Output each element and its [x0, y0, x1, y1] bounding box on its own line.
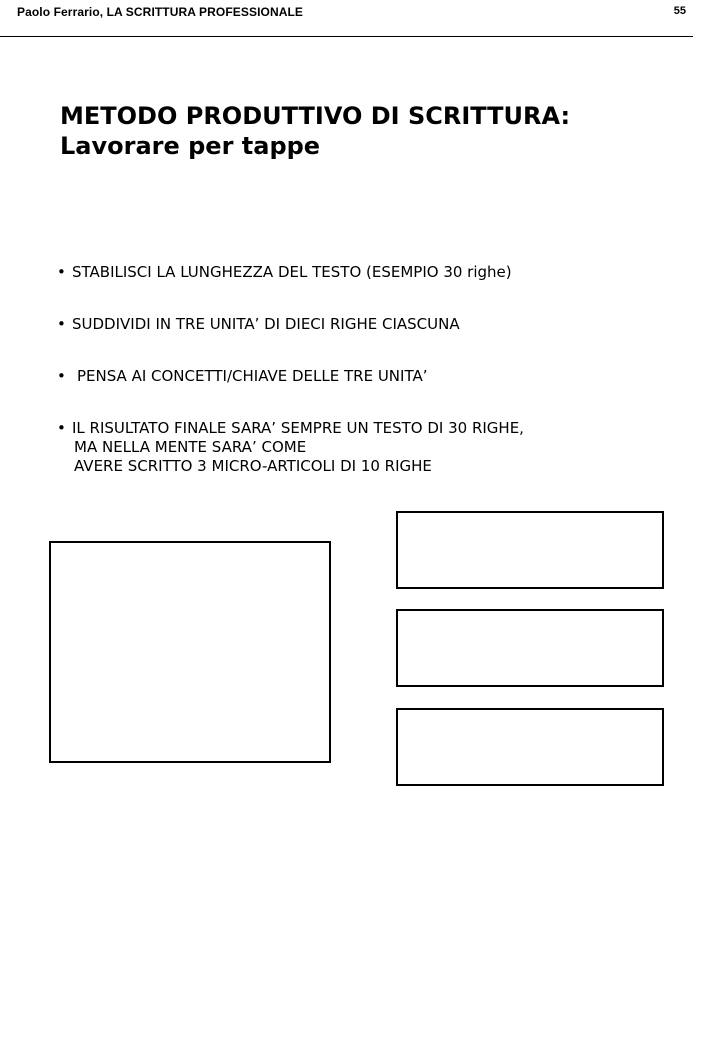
bullet-text-line-3: AVERE SCRITTO 3 MICRO-ARTICOLI DI 10 RIGHE [74, 457, 432, 475]
bullet-item [57, 367, 524, 419]
bullet-dot-icon: • [57, 263, 66, 281]
bullet-text: SUDDIVIDI IN TRE UNITA’ DI DIECI RIGHE CIASCUNA [72, 315, 460, 333]
bullet-dot-icon: • [57, 367, 66, 385]
unit-box-3 [396, 708, 664, 786]
bullet-item [57, 263, 524, 315]
page-title [60, 101, 570, 161]
page-number: 55 [673, 5, 686, 17]
title-line-2: Lavorare per tappe [60, 132, 321, 160]
header-title: Paolo Ferrario, LA SCRITTURA PROFESSIONALE [17, 5, 304, 19]
page-header [0, 0, 693, 37]
bullet-text-line-2: MA NELLA MENTE SARA’ COME [74, 438, 307, 456]
bullet-dot-icon: • [57, 419, 66, 437]
bullet-text: PENSA AI CONCETTI/CHIAVE DELLE TRE UNITA’ [77, 367, 428, 385]
unit-box-1 [396, 511, 664, 589]
bullet-item [57, 419, 524, 476]
bullet-list [57, 263, 524, 476]
bullet-text: STABILISCI LA LUNGHEZZA DEL TESTO (ESEMPIO 30 righe) [72, 263, 512, 281]
bullet-dot-icon: • [57, 315, 66, 333]
bullet-text-line-1: IL RISULTATO FINALE SARA’ SEMPRE UN TESTO DI 30 RIGHE, [72, 419, 524, 437]
unit-box-2 [396, 609, 664, 687]
bullet-item [57, 315, 524, 367]
title-line-1: METODO PRODUTTIVO DI SCRITTURA: [60, 102, 571, 130]
whole-text-box [49, 541, 331, 763]
